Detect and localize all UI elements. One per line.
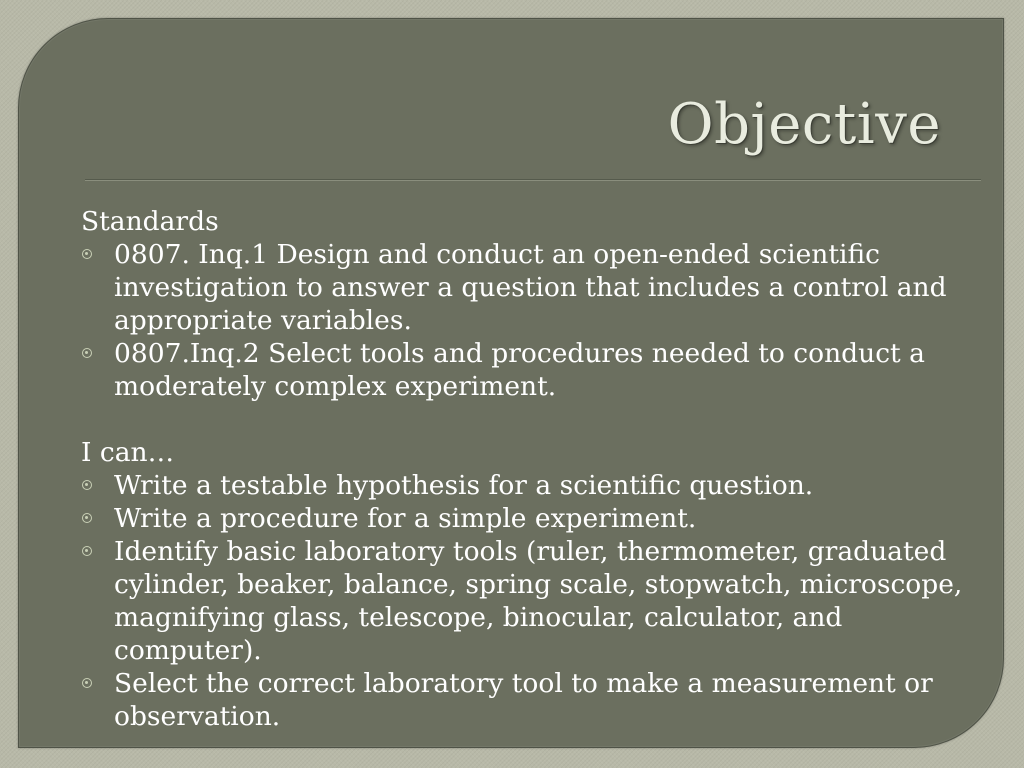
slide-panel bbox=[18, 18, 1004, 748]
section-heading-i-can: I can… bbox=[81, 437, 175, 468]
circled-dot-icon bbox=[82, 546, 92, 556]
section-spacer bbox=[81, 403, 981, 436]
circled-dot-icon bbox=[82, 249, 92, 259]
circled-dot-icon bbox=[82, 678, 92, 688]
slide-body bbox=[81, 205, 981, 733]
list-item bbox=[81, 238, 981, 337]
list-item bbox=[81, 667, 981, 733]
section-heading-standards: Standards bbox=[81, 206, 219, 237]
standards-section bbox=[81, 205, 981, 403]
list-item-text: Select the correct laboratory tool to make a measurement or observation. bbox=[114, 668, 933, 732]
list-item bbox=[81, 337, 981, 403]
list-item-text: Write a testable hypothesis for a scientific question. bbox=[114, 470, 814, 501]
list-item-text: 0807. Inq.1 Design and conduct an open-ended scientific investigation to answer a question that includes a control and appropriate variables. bbox=[114, 239, 947, 336]
list-item-text: Write a procedure for a simple experiment. bbox=[114, 503, 697, 534]
slide-title: Objective bbox=[667, 92, 941, 157]
circled-dot-icon bbox=[82, 348, 92, 358]
list-item bbox=[81, 535, 981, 667]
i-can-list bbox=[81, 469, 981, 733]
title-divider bbox=[85, 179, 981, 181]
circled-dot-icon bbox=[82, 480, 92, 490]
i-can-section bbox=[81, 436, 981, 733]
list-item bbox=[81, 502, 981, 535]
circled-dot-icon bbox=[82, 513, 92, 523]
list-item-text: 0807.Inq.2 Select tools and procedures needed to conduct a moderately complex experiment. bbox=[114, 338, 925, 402]
standards-list bbox=[81, 238, 981, 403]
list-item-text: Identify basic laboratory tools (ruler, thermometer, graduated cylinder, beaker, balance, spring scale, stopwatch, microscope, magnifying glass, telescope, binocular, calculator, and computer). bbox=[114, 536, 963, 666]
list-item bbox=[81, 469, 981, 502]
